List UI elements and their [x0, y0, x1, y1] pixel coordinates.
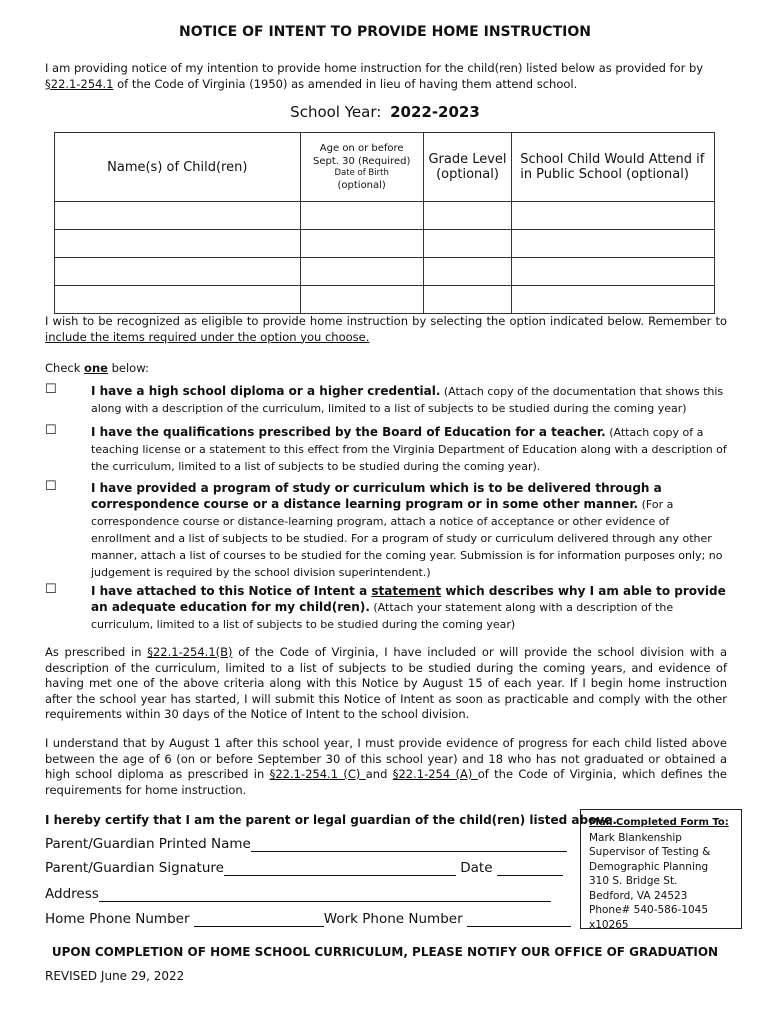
table-header-row	[55, 133, 715, 202]
col-header-age: Age on or before Sept. 30 (Required) Date of Birth (optional)	[300, 133, 423, 202]
mail-line: Supervisor of Testing &	[589, 846, 711, 858]
name-cell[interactable]	[55, 202, 301, 230]
work-phone-field[interactable]	[467, 912, 571, 927]
option-teacher: ☐ I have the qualifications prescribed by the Board of Education for a teacher. (Attach copy of a teaching license or a statement to this effect from the Virginia Department of Education along with a description of the curriculum, limited to a list of subjects to be studied during the coming year).	[45, 423, 727, 473]
mail-line: Mark Blankenship	[589, 831, 682, 844]
name-cell[interactable]	[55, 230, 301, 258]
school-year-label: School Year:	[290, 103, 382, 121]
mail-heading: Mail Completed Form To:	[589, 817, 729, 828]
name-cell[interactable]	[55, 258, 301, 286]
code-reference: §22.1-254.1	[45, 76, 114, 91]
intro-paragraph: I am providing notice of my intention to provide home instruction for the child(ren) listed below as provided for by §22.1-254.1 of the Code of Virginia (1950) as amended in lieu of having them attend school.	[45, 61, 704, 91]
checkbox-diploma[interactable]: ☐	[45, 382, 57, 397]
address-field[interactable]	[99, 887, 551, 902]
age-cell[interactable]	[300, 230, 423, 258]
printed-name-field[interactable]	[251, 837, 567, 852]
signature-row	[45, 860, 563, 876]
checkbox-teacher[interactable]: ☐	[45, 423, 57, 438]
address-label: Address	[45, 886, 99, 902]
work-phone-label: Work Phone Number	[323, 911, 463, 927]
grade-cell[interactable]	[423, 286, 511, 314]
school-year-value: 2022-2023	[390, 103, 480, 121]
mail-line: Phone# 540-586-1045 x10265	[589, 904, 709, 931]
revised-date: REVISED June 29, 2022	[45, 969, 185, 983]
signature-field[interactable]	[224, 861, 456, 876]
phone-row	[45, 911, 571, 927]
school-cell[interactable]	[512, 286, 715, 314]
progress-paragraph: I understand that by August 1 after this school year, I must provide evidence of progress for each child listed above between the age of 6 (on or before September 30 of this school year) and 18 who has not graduated or obtained a high school diploma as prescribed in §22.1-254.1 (C) and §22.1-254 (A) of the Code of Virginia, which defines the requirements for home instruction.	[45, 736, 728, 797]
age-cell[interactable]	[300, 286, 423, 314]
school-cell[interactable]	[512, 258, 715, 286]
option-diploma: ☐ I have a high school diploma or a higher credential. (Attach copy of the documentation that shows this along with a description of the curriculum, limited to a list of subjects to be studied during the coming year)	[45, 382, 724, 415]
grade-cell[interactable]	[423, 258, 511, 286]
table-row[interactable]	[55, 202, 715, 230]
mail-to-box	[580, 809, 742, 929]
mail-line: Demographic Planning	[589, 860, 709, 873]
address-row	[45, 886, 551, 902]
checkbox-program[interactable]: ☐	[45, 479, 57, 494]
school-year	[0, 103, 770, 121]
certification-statement: I hereby certify that I am the parent or legal guardian of the child(ren) listed above.	[45, 813, 617, 827]
grade-cell[interactable]	[423, 202, 511, 230]
date-label: Date	[460, 860, 493, 876]
check-one-instruction: Check one below:	[45, 361, 149, 375]
document-title: NOTICE OF INTENT TO PROVIDE HOME INSTRUCTION	[179, 24, 591, 40]
graduation-notice: UPON COMPLETION OF HOME SCHOOL CURRICULUM, PLEASE NOTIFY OUR OFFICE OF GRADUATION	[51, 945, 719, 959]
date-field[interactable]	[497, 861, 563, 876]
home-phone-field[interactable]	[194, 912, 324, 927]
table-row[interactable]	[55, 230, 715, 258]
mail-line: Bedford, VA 24523	[589, 889, 688, 902]
col-header-grade: Grade Level (optional)	[423, 133, 511, 202]
children-table	[54, 132, 715, 314]
eligibility-paragraph: I wish to be recognized as eligible to provide home instruction by selecting the option indicated below. Remember to include the items required under the option you choose.	[45, 314, 727, 344]
option-statement: ☐ I have attached to this Notice of Intent a statement which describes why I am able to provide an adequate education for my child(ren). (Attach your statement along with a description of the curriculum, limited to a list of subjects to be studied during the coming year)	[45, 582, 726, 631]
printed-name-row	[45, 836, 567, 852]
age-cell[interactable]	[300, 202, 423, 230]
school-cell[interactable]	[512, 202, 715, 230]
option-program: ☐ I have provided a program of study or curriculum which is to be delivered through a correspondence course or a distance learning program or in some other manner. (For a correspondence course or distance-learning program, attach a notice of acceptance or other evidence of enrollment and a list of subjects to be studied. For a program of study or curriculum delivered through any other manner, attach a list of courses to be studied for the coming year. Submission is for information purposes only; no judgement is required by the school division superintendent.)	[45, 479, 723, 579]
grade-cell[interactable]	[423, 230, 511, 258]
table-row[interactable]	[55, 286, 715, 314]
name-cell[interactable]	[55, 286, 301, 314]
table-row[interactable]	[55, 258, 715, 286]
prescribed-paragraph: As prescribed in §22.1-254.1(B) of the Code of Virginia, I have included or will provide the school division with a description of the curriculum, limited to a list of subjects to be studied during the coming years, and evidence of having met one of the above criteria along with this Notice by August 15 of each year. If I begin home instruction after the school year has started, I will submit this Notice of Intent as soon as practicable and comply with the other requirements within 30 days of the Notice of Intent to the school division.	[45, 645, 727, 721]
printed-name-label: Parent/Guardian Printed Name	[45, 836, 251, 852]
age-cell[interactable]	[300, 258, 423, 286]
school-cell[interactable]	[512, 230, 715, 258]
signature-label: Parent/Guardian Signature	[45, 860, 224, 876]
home-phone-label: Home Phone Number	[45, 911, 190, 927]
mail-line: 310 S. Bridge St.	[589, 875, 678, 887]
col-header-names: Name(s) of Child(ren)	[55, 133, 301, 202]
checkbox-statement[interactable]: ☐	[45, 582, 57, 597]
col-header-school: School Child Would Attend if in Public School (optional)	[512, 133, 715, 202]
